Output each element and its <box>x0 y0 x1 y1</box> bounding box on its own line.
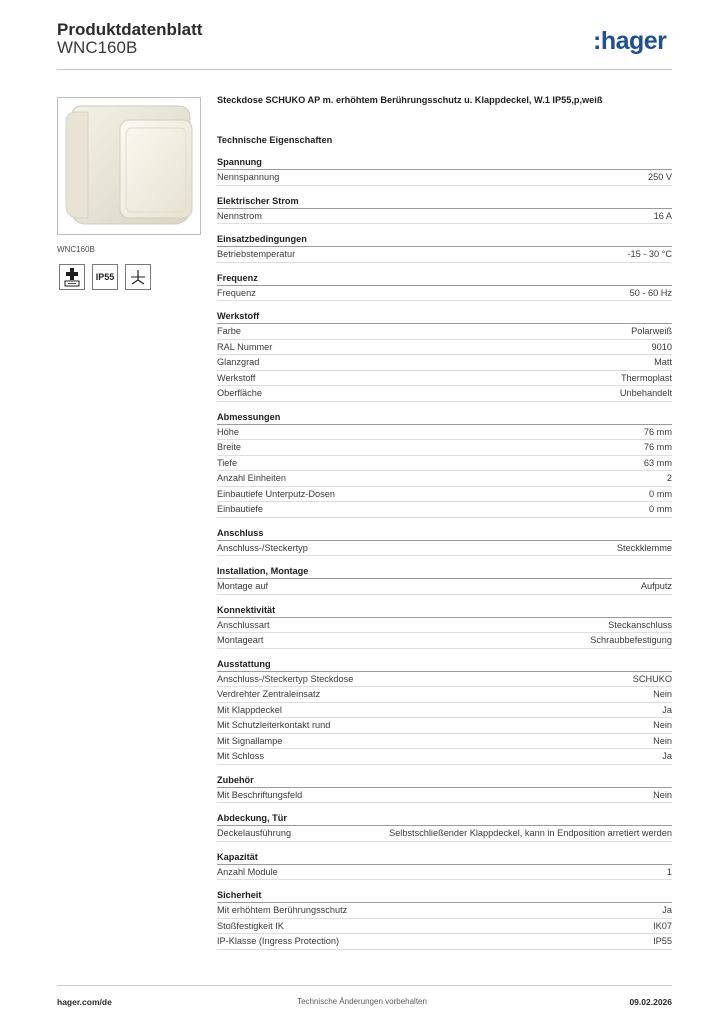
spec-row <box>217 718 672 734</box>
spec-label: RAL Nummer <box>217 341 273 352</box>
spec-value: 1 <box>666 866 672 877</box>
spec-value: Ja <box>662 704 672 715</box>
spec-section <box>217 888 672 950</box>
spec-label: Mit Klappdeckel <box>217 704 282 715</box>
symbol-list <box>59 264 151 290</box>
spec-row <box>217 618 672 634</box>
spec-value: Steckanschluss <box>608 619 672 630</box>
spec-value: IP55 <box>653 936 672 946</box>
spec-value: Nein <box>653 720 672 730</box>
spec-value: 16 A <box>653 210 672 221</box>
footer-note: Technische Änderungen vorbehalten <box>297 997 427 1006</box>
section-title: Anschluss <box>217 526 672 541</box>
spec-label: Breite <box>217 442 242 452</box>
section-title: Werkstoff <box>217 309 672 324</box>
spec-row <box>217 371 672 387</box>
spec-value: Nein <box>653 689 672 699</box>
spec-label: Tiefe <box>217 457 238 468</box>
spec-label: Höhe <box>217 426 239 437</box>
section-title: Abmessungen <box>217 410 672 425</box>
spec-row <box>217 903 672 919</box>
spec-row <box>217 471 672 487</box>
spec-sections <box>217 155 672 950</box>
spec-section <box>217 410 672 518</box>
section-title: Sicherheit <box>217 888 672 903</box>
spec-row <box>217 633 672 649</box>
spec-label: Deckelausführung <box>217 828 292 838</box>
spec-value: Ja <box>662 905 672 915</box>
spec-row <box>217 703 672 719</box>
spec-label: Anschluss-/Steckertyp Steckdose <box>217 673 354 684</box>
spec-value: 0 mm <box>649 504 672 514</box>
section-title: Einsatzbedingungen <box>217 232 672 247</box>
spec-section <box>217 773 672 804</box>
spec-label: Frequenz <box>217 287 256 298</box>
spec-value: 0 mm <box>649 488 672 499</box>
spec-label: IP-Klasse (Ingress Protection) <box>217 936 340 946</box>
spec-value: IK07 <box>653 920 672 931</box>
spec-section <box>217 564 672 595</box>
spec-label: Einbautiefe <box>217 504 263 514</box>
spec-value: 50 - 60 Hz <box>629 287 672 298</box>
spec-row <box>217 788 672 804</box>
spec-row <box>217 286 672 302</box>
spec-row <box>217 826 672 842</box>
spec-row <box>217 734 672 750</box>
section-title: Installation, Montage <box>217 564 672 579</box>
spec-section <box>217 309 672 402</box>
footer-date: 09.02.2026 <box>629 997 672 1007</box>
spec-row <box>217 440 672 456</box>
spec-label: Montageart <box>217 635 264 645</box>
spec-section <box>217 811 672 842</box>
footer-divider <box>57 985 672 986</box>
section-title: Elektrischer Strom <box>217 194 672 209</box>
spec-label: Nennstrom <box>217 210 262 221</box>
spec-section <box>217 657 672 765</box>
spec-value: Steckklemme <box>616 542 672 553</box>
spec-section <box>217 603 672 649</box>
footer-website[interactable]: hager.com/de <box>57 997 112 1007</box>
spec-section <box>217 155 672 186</box>
section-title: Kapazität <box>217 850 672 865</box>
spec-section <box>217 271 672 302</box>
spec-row <box>217 425 672 441</box>
spec-value: 9010 <box>651 341 672 352</box>
spec-row <box>217 749 672 765</box>
spec-label: Glanzgrad <box>217 357 260 367</box>
spec-value: Selbstschließender Klappdeckel, kann in Endposition arretiert werden <box>389 828 672 838</box>
spec-label: Mit erhöhtem Berührungsschutz <box>217 905 348 915</box>
spec-label: Anschluss-/Steckertyp <box>217 542 308 553</box>
spec-value: Nein <box>653 735 672 746</box>
spec-label: Werkstoff <box>217 372 256 383</box>
protection-class-icon <box>59 264 85 290</box>
header-divider <box>57 69 672 70</box>
spec-row <box>217 170 672 186</box>
tech-heading: Technische Eigenschaften <box>217 135 333 145</box>
spec-row <box>217 209 672 225</box>
spec-row <box>217 687 672 703</box>
spec-label: Mit Beschriftungsfeld <box>217 789 303 800</box>
spec-section <box>217 194 672 225</box>
spec-value: 76 mm <box>643 442 672 452</box>
spec-value: Aufputz <box>640 581 672 591</box>
spec-value: -15 - 30 °C <box>627 249 672 259</box>
spec-row <box>217 487 672 503</box>
spec-value: 63 mm <box>643 457 672 468</box>
product-code: WNC160B <box>57 38 138 57</box>
spec-row <box>217 672 672 688</box>
section-title: Spannung <box>217 155 672 170</box>
spec-row <box>217 934 672 950</box>
spec-value: SCHUKO <box>632 673 672 684</box>
spec-label: Verdrehter Zentraleinsatz <box>217 689 321 699</box>
spec-value: Thermoplast <box>620 372 672 383</box>
spec-label: Nennspannung <box>217 172 280 182</box>
section-title: Konnektivität <box>217 603 672 618</box>
spec-row <box>217 865 672 881</box>
spec-row <box>217 355 672 371</box>
ip-rating-icon: IP55 <box>92 264 118 290</box>
spec-value: 250 V <box>647 172 672 182</box>
spec-row <box>217 502 672 518</box>
spec-value: Matt <box>654 357 672 367</box>
section-title: Ausstattung <box>217 657 672 672</box>
spec-value: Nein <box>653 789 672 800</box>
spec-label: Mit Schutzleiterkontakt rund <box>217 720 331 730</box>
spec-label: Oberfläche <box>217 388 262 398</box>
section-title: Zubehör <box>217 773 672 788</box>
spec-label: Betriebstemperatur <box>217 249 296 259</box>
spec-value: Polarweiß <box>631 326 672 336</box>
product-description: Steckdose SCHUKO AP m. erhöhtem Berührungsschutz u. Klappdeckel, W.1 IP55,p,weiß <box>217 95 603 105</box>
spec-label: Anzahl Einheiten <box>217 473 286 483</box>
page-title: Produktdatenblatt <box>57 20 203 39</box>
spec-label: Mit Schloss <box>217 751 264 761</box>
spec-row <box>217 324 672 340</box>
spec-label: Mit Signallampe <box>217 735 283 746</box>
spec-section <box>217 850 672 881</box>
spec-label: Stoßfestigkeit IK <box>217 920 284 931</box>
spec-label: Farbe <box>217 326 242 336</box>
spec-value: 76 mm <box>643 426 672 437</box>
connection-symbol-icon <box>125 264 151 290</box>
spec-value: Ja <box>662 751 672 761</box>
spec-row <box>217 541 672 557</box>
spec-row <box>217 340 672 356</box>
spec-row <box>217 579 672 595</box>
hager-logo: :hager <box>593 27 667 55</box>
spec-row <box>217 456 672 472</box>
spec-label: Anschlussart <box>217 619 270 630</box>
spec-label: Montage auf <box>217 581 269 591</box>
spec-section <box>217 526 672 557</box>
spec-row <box>217 919 672 935</box>
spec-label: Einbautiefe Unterputz-Dosen <box>217 488 335 499</box>
section-title: Frequenz <box>217 271 672 286</box>
spec-row <box>217 247 672 263</box>
spec-label: Anzahl Module <box>217 866 278 877</box>
section-title: Abdeckung, Tür <box>217 811 672 826</box>
spec-section <box>217 232 672 263</box>
spec-value: Schraubbefestigung <box>590 635 672 645</box>
product-image <box>57 97 201 235</box>
image-caption: WNC160B <box>57 245 95 254</box>
socket-illustration <box>58 98 200 234</box>
spec-row <box>217 386 672 402</box>
spec-value: Unbehandelt <box>619 388 672 398</box>
spec-content <box>217 93 672 958</box>
spec-value: 2 <box>666 473 672 483</box>
